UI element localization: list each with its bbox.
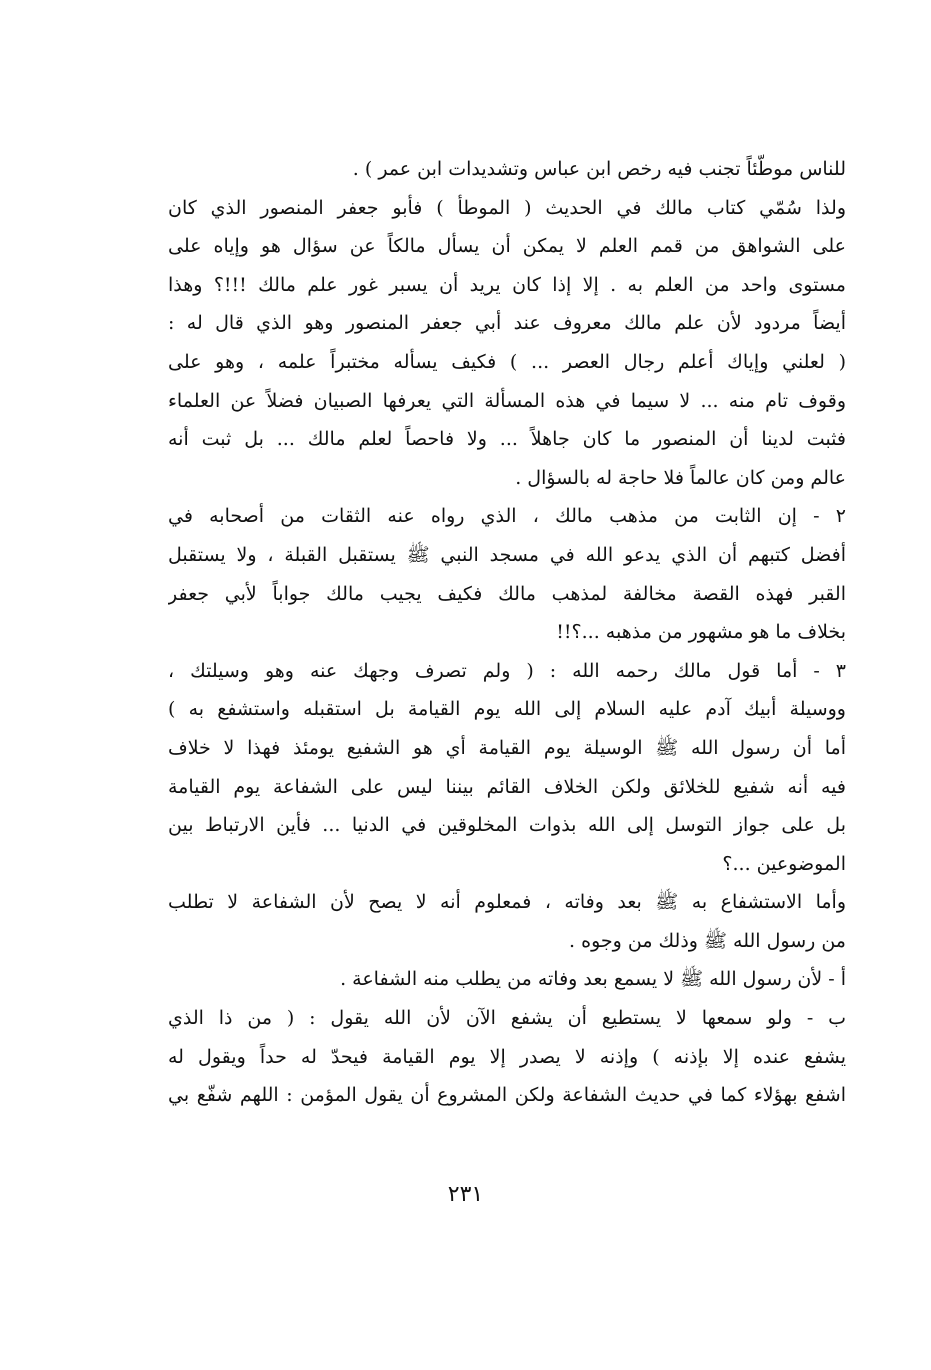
text-line: بل على جواز التوسل إلى الله بذوات المخلوقين في الدنيا ... فأين الارتباط بين — [168, 814, 846, 837]
body-text — [168, 150, 846, 1115]
text-line: أفضل كتبهم أن الذي يدعو الله في مسجد النبي ﷺ يستقبل القبلة ، ولا يستقبل — [168, 543, 846, 566]
text-line: يشفع عنده إلا بإذنه ) وإذنه لا يصدر إلا يوم القيامة فيحدّ له حداً ويقول له — [168, 1045, 846, 1068]
text-line: ٢ - إن الثابت من مذهب مالك ، الذي رواه عنه الثقات من أصحابه في — [168, 505, 846, 528]
text-line: أيضاً مردود لأن علم مالك معروف عند أبي جعفر المنصور وهو الذي قال له : — [168, 312, 846, 335]
text-line: أما أن رسول الله ﷺ الوسيلة يوم القيامة أي هو الشفيع يومئذ فهذا لا خلاف — [168, 736, 846, 759]
text-line: القبر فهذه القصة مخالفة لمذهب مالك فكيف يجيب مالك جواباً لأبي جعفر — [168, 582, 846, 605]
text-line: على الشواهق من قمم العلم لا يمكن أن يسأل مالكاً عن سؤال هو وإياه على — [168, 235, 846, 258]
page-number: ٢٣١ — [447, 1182, 484, 1207]
text-line: وقوف تام منه ... لا سيما في هذه المسألة التي يعرفها الصبيان فضلاً عن العلماء — [168, 389, 846, 412]
text-line: عالم ومن كان عالماً فلا حاجة له بالسؤال . — [515, 466, 846, 489]
text-line: ( لعلني وإياك أعلم رجال العصر ... ) فكيف يسأله مختبراً علمه ، وهو على — [168, 350, 846, 373]
text-line: اشفع بهؤلاء كما في حديث الشفاعة ولكن المشروع أن يقول المؤمن : اللهم شفّع بي — [168, 1084, 846, 1107]
text-line: فثبت لدينا أن المنصور ما كان جاهلاً ... ولا فاحصاً لعلم مالك ... بل ثبت أنه — [168, 428, 846, 451]
text-line: ب - ولو سمعها لا يستطيع أن يشفع الآن لأن الله يقول : ( من ذا الذي — [168, 1007, 846, 1030]
text-line: ٣ - أما قول مالك رحمه الله : ( ولم تصرف وجهك عنه وهو وسيلتك ، — [168, 659, 846, 682]
text-line: ولذا سُمّي كتاب مالك في الحديث ( الموطأ ) فأبو جعفر المنصور الذي كان — [168, 196, 846, 219]
text-line: الموضوعين ...؟ — [722, 852, 846, 875]
text-line: للناس موطّئاً تجنب فيه رخص ابن عباس وتشديدات ابن عمر ) . — [352, 158, 846, 180]
text-line: وأما الاستشفاع به ﷺ بعد وفاته ، فمعلوم أنه لا يصح لأن الشفاعة لا تطلب — [168, 891, 846, 914]
text-line: مستوى واحد من العلم به . إلا إذا كان يريد أن يسبر غور علم مالك !!!؟ وهذا — [168, 273, 846, 296]
text-line: أ - لأن رسول الله ﷺ لا يسمع بعد وفاته من يطلب منه الشفاعة . — [340, 968, 846, 991]
text-line: بخلاف ما هو مشهور من مذهبه ...؟!! — [556, 621, 846, 644]
text-line: فيه أنه شفيع للخلائق ولكن الخلاف القائم بيننا ليس على الشفاعة يوم القيامة — [168, 775, 846, 798]
text-line: من رسول الله ﷺ وذلك من وجوه . — [569, 929, 846, 952]
text-line: ووسيلة أبيك آدم عليه السلام إلى الله يوم القيامة بل استقبله واستشفع به ) — [168, 698, 846, 721]
